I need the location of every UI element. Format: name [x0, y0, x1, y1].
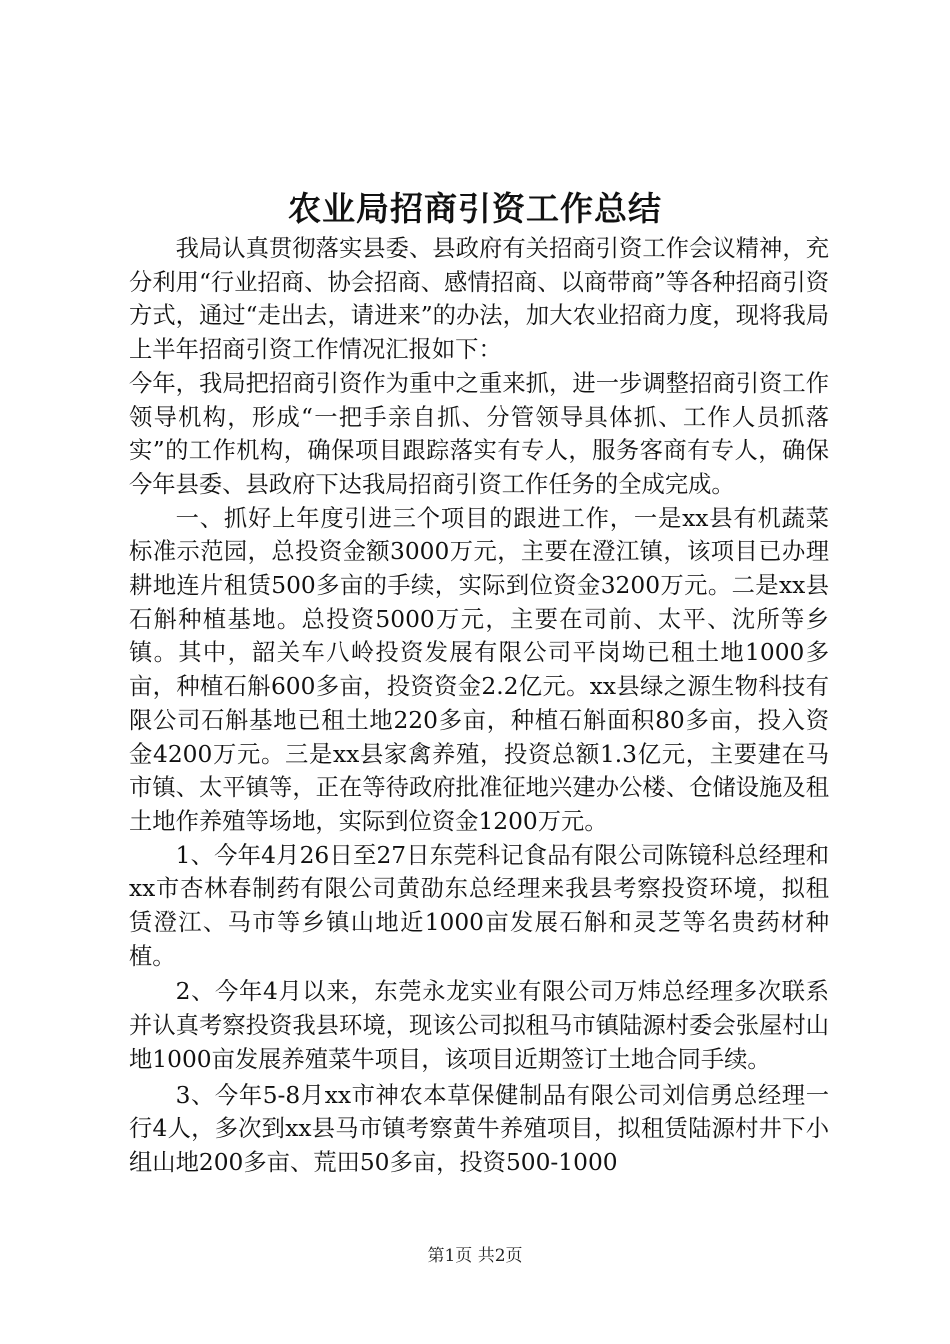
paragraph-item-3: 3、今年5-8月xx市神农本草保健制品有限公司刘信勇总经理一行4人，多次到xx县马市镇考察黄牛养殖项目，拟租赁陆源村井下小组山地200多亩、荒田50多亩，投资500-1000: [129, 1081, 829, 1176]
document-body: [129, 232, 829, 1180]
paragraph-leadership: 今年，我局把招商引资作为重中之重来抓，进一步调整招商引资工作领导机构，形成“一把手亲自抓、分管领导具体抓、工作人员抓落实”的工作机构，确保项目跟踪落实有专人，服务客商有专人，确保今年县委、县政府下达我局招商引资工作任务的全成完成。: [129, 369, 829, 498]
paragraph-intro: 我局认真贯彻落实县委、县政府有关招商引资工作会议精神，充分利用“行业招商、协会招商、感情招商、以商带商”等各种招商引资方式，通过“走出去，请进来”的办法，加大农业招商力度，现将我局上半年招商引资工作情况汇报如下：: [129, 235, 829, 364]
paragraph-projects: 一、抓好上年度引进三个项目的跟进工作，一是xx县有机蔬菜标准示范园，总投资金额3000万元，主要在澄江镇，该项目已办理耕地连片租赁500多亩的手续，实际到位资金3200万元。二是xx县石斛种植基地。总投资5000万元，主要在司前、太平、沈所等乡镇。其中，韶关车八岭投资发展有限公司平岗坳已租土地1000多亩，种植石斛600多亩，投资资金2.2亿元。xx县绿之源生物科技有限公司石斛基地已租土地220多亩，种植石斛面积80多亩，投入资金4200万元。三是xx县家禽养殖，投资总额1.3亿元，主要建在马市镇、太平镇等，正在等待政府批准征地兴建办公楼、仓储设施及租土地作养殖等场地，实际到位资金1200万元。: [129, 504, 829, 835]
paragraph-item-2: 2、今年4月以来，东莞永龙实业有限公司万炜总经理多次联系并认真考察投资我县环境，现该公司拟租马市镇陆源村委会张屋村山地1000亩发展养殖菜牛项目，该项目近期签订土地合同手续。: [129, 978, 829, 1073]
page-number-footer: 第1页 共2页: [427, 1246, 523, 1266]
paragraph-item-1: 1、今年4月26日至27日东莞科记食品有限公司陈镜科总经理和xx市杏林春制药有限公司黄劭东总经理来我县考察投资环境，拟租赁澄江、马市等乡镇山地近1000亩发展石斛和灵芝等名贵药材种植。: [129, 841, 829, 970]
document-title: 农业局招商引资工作总结: [288, 189, 662, 228]
